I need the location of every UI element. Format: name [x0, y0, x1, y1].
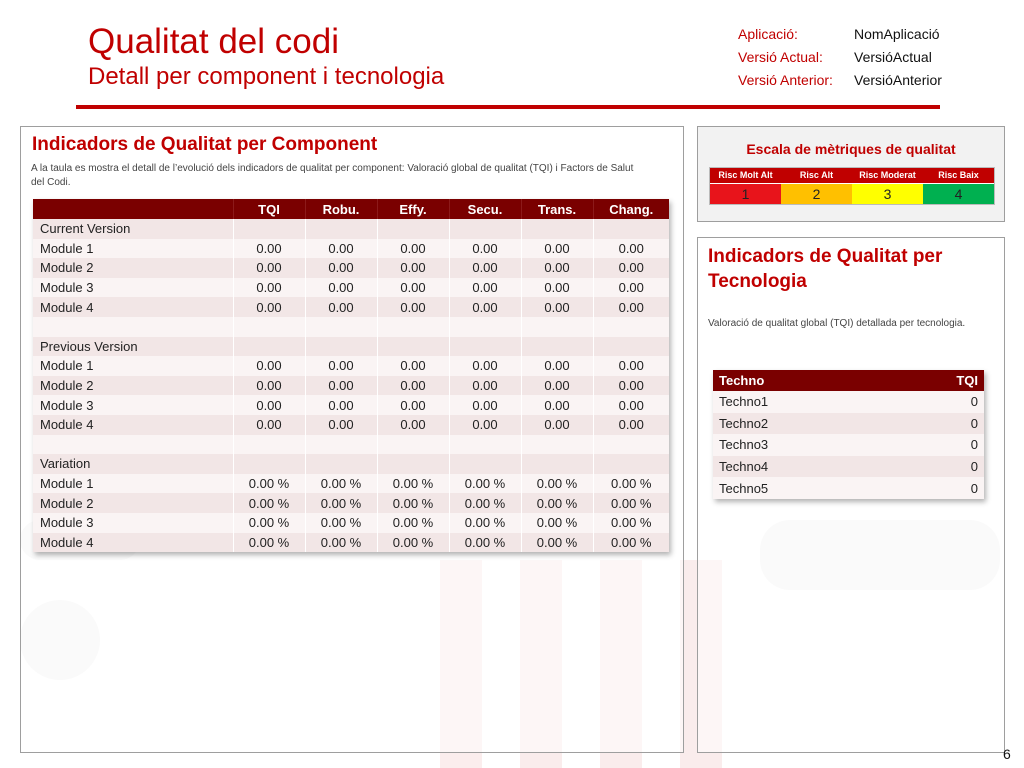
row-label: Module 2 [33, 493, 233, 513]
table-row [33, 356, 669, 376]
table-cell [593, 317, 669, 337]
table-row [33, 395, 669, 415]
technology-heading: Indicadors de Qualitat per Tecnologia [708, 246, 943, 292]
techno-tqi: 0 [888, 456, 984, 478]
table-cell: 0.00 [449, 376, 521, 396]
page-number: 6 [1003, 746, 1011, 762]
table-cell: 0.00 [305, 258, 377, 278]
table-cell: 0.00 % [233, 533, 305, 553]
scale-level [923, 168, 994, 204]
table-cell [305, 219, 377, 239]
table-cell: 0.00 [521, 278, 593, 298]
table-cell: 0.00 % [305, 513, 377, 533]
page-title: Qualitat del codi [88, 22, 339, 61]
table-cell: 0.00 % [449, 533, 521, 553]
row-label: Variation [33, 454, 233, 474]
table-cell: 0.00 % [233, 474, 305, 494]
technology-panel [697, 237, 1005, 753]
table-cell [377, 219, 449, 239]
components-table [33, 199, 669, 552]
meta-label: Versió Actual: [738, 49, 823, 65]
app-meta-block [738, 23, 942, 92]
table-cell [449, 337, 521, 357]
table-row [713, 434, 984, 456]
table-row [33, 219, 669, 239]
table-row [33, 415, 669, 435]
scale-level [852, 168, 923, 204]
table-cell: 0.00 [593, 258, 669, 278]
table-row [33, 513, 669, 533]
row-label: Module 1 [33, 239, 233, 259]
table-cell: 0.00 [449, 278, 521, 298]
column-header-techno: Techno [713, 370, 888, 391]
scale-level [781, 168, 852, 204]
row-label: Module 3 [33, 395, 233, 415]
table-cell [233, 454, 305, 474]
table-cell [233, 219, 305, 239]
scale-level [710, 168, 781, 204]
components-table-body [33, 219, 669, 552]
table-cell: 0.00 [593, 415, 669, 435]
table-cell: 0.00 % [593, 493, 669, 513]
table-cell: 0.00 [377, 415, 449, 435]
table-cell [449, 454, 521, 474]
table-cell [521, 317, 593, 337]
table-cell: 0.00 % [305, 493, 377, 513]
row-label: Module 3 [33, 278, 233, 298]
technology-table-body [713, 391, 984, 499]
column-header-tqi: TQI [888, 370, 984, 391]
table-cell: 0.00 [593, 356, 669, 376]
table-cell [377, 337, 449, 357]
table-cell: 0.00 [593, 297, 669, 317]
techno-name: Techno1 [713, 391, 888, 413]
scale-panel [697, 126, 1005, 222]
table-cell: 0.00 [305, 297, 377, 317]
row-label: Module 1 [33, 356, 233, 376]
table-cell: 0.00 [377, 278, 449, 298]
table-cell: 0.00 [377, 297, 449, 317]
table-cell [305, 454, 377, 474]
table-cell: 0.00 % [521, 493, 593, 513]
table-cell: 0.00 [593, 278, 669, 298]
scale-level-label: Risc Moderat [852, 168, 923, 183]
column-header: Trans. [521, 199, 593, 219]
row-label: Module 3 [33, 513, 233, 533]
scale-level-label: Risc Molt Alt [710, 168, 781, 183]
column-header: Chang. [593, 199, 669, 219]
row-label: Module 4 [33, 297, 233, 317]
table-cell: 0.00 % [377, 513, 449, 533]
scale-heading: Escala de mètriques de qualitat [746, 141, 956, 157]
column-header: Effy. [377, 199, 449, 219]
table-row [33, 337, 669, 357]
table-cell [449, 317, 521, 337]
table-cell: 0.00 [305, 415, 377, 435]
table-cell: 0.00 % [377, 474, 449, 494]
scale-level-label: Risc Alt [781, 168, 852, 183]
table-row [713, 413, 984, 435]
table-cell: 0.00 % [449, 493, 521, 513]
table-cell: 0.00 % [593, 474, 669, 494]
table-cell: 0.00 [305, 395, 377, 415]
row-label: Module 2 [33, 376, 233, 396]
row-label [33, 317, 233, 337]
table-cell: 0.00 [377, 258, 449, 278]
techno-name: Techno3 [713, 434, 888, 456]
table-row [713, 456, 984, 478]
table-cell: 0.00 [233, 258, 305, 278]
techno-tqi: 0 [888, 477, 984, 499]
table-row [33, 454, 669, 474]
table-cell: 0.00 [233, 376, 305, 396]
techno-tqi: 0 [888, 434, 984, 456]
scale-level-value: 1 [710, 183, 781, 204]
table-cell: 0.00 % [305, 474, 377, 494]
table-cell: 0.00 [449, 356, 521, 376]
table-cell: 0.00 % [593, 533, 669, 553]
column-header: TQI [233, 199, 305, 219]
page-subtitle: Detall per component i tecnologia [88, 63, 445, 90]
row-label [33, 435, 233, 455]
table-row [713, 477, 984, 499]
table-row [33, 376, 669, 396]
table-row [33, 239, 669, 259]
table-cell: 0.00 [233, 239, 305, 259]
components-heading: Indicadors de Qualitat per Component [32, 134, 378, 155]
table-cell: 0.00 % [305, 533, 377, 553]
table-cell: 0.00 [305, 356, 377, 376]
table-row [33, 493, 669, 513]
table-row [33, 435, 669, 455]
table-cell [593, 337, 669, 357]
meta-value: NomAplicació [854, 26, 940, 42]
technology-table [713, 370, 984, 499]
table-cell: 0.00 [449, 258, 521, 278]
table-cell: 0.00 % [233, 513, 305, 533]
scale-level-value: 3 [852, 183, 923, 204]
table-cell: 0.00 % [521, 513, 593, 533]
table-cell [521, 435, 593, 455]
table-cell: 0.00 % [449, 474, 521, 494]
table-row [33, 258, 669, 278]
scale-legend [709, 167, 995, 205]
table-cell [233, 337, 305, 357]
table-cell [305, 337, 377, 357]
table-cell [233, 435, 305, 455]
table-cell [377, 317, 449, 337]
table-cell: 0.00 [233, 395, 305, 415]
title-divider [76, 105, 940, 109]
table-cell: 0.00 % [593, 513, 669, 533]
table-cell [377, 435, 449, 455]
table-cell [521, 337, 593, 357]
meta-label: Versió Anterior: [738, 72, 833, 88]
table-cell: 0.00 [521, 356, 593, 376]
meta-label: Aplicació: [738, 26, 798, 42]
components-description: A la taula es mostra el detall de l’evolució dels indicadors de qualitat per component: Valoració global de qualitat (TQI) i Factors de Salut del Codi. [31, 163, 634, 188]
table-row [33, 317, 669, 337]
table-cell: 0.00 [521, 297, 593, 317]
components-table-header [33, 199, 669, 219]
table-cell: 0.00 [449, 395, 521, 415]
table-cell: 0.00 [377, 376, 449, 396]
table-cell: 0.00 [521, 239, 593, 259]
table-cell: 0.00 [449, 239, 521, 259]
table-row [33, 533, 669, 553]
table-cell: 0.00 [593, 376, 669, 396]
scale-level-label: Risc Baix [923, 168, 994, 183]
meta-row-current-version [738, 46, 942, 69]
table-cell: 0.00 % [233, 493, 305, 513]
table-cell: 0.00 [593, 239, 669, 259]
row-label: Current Version [33, 219, 233, 239]
table-cell [593, 454, 669, 474]
table-cell [593, 435, 669, 455]
table-cell: 0.00 [521, 258, 593, 278]
table-cell: 0.00 % [521, 474, 593, 494]
table-row [33, 278, 669, 298]
table-cell: 0.00 [521, 415, 593, 435]
row-label: Previous Version [33, 337, 233, 357]
table-cell: 0.00 [305, 239, 377, 259]
column-header: Secu. [449, 199, 521, 219]
components-panel [20, 126, 684, 753]
table-cell: 0.00 [377, 395, 449, 415]
table-cell: 0.00 % [449, 513, 521, 533]
table-cell: 0.00 % [521, 533, 593, 553]
row-label: Module 4 [33, 533, 233, 553]
table-cell: 0.00 [305, 278, 377, 298]
row-label: Module 4 [33, 415, 233, 435]
meta-row-application [738, 23, 942, 46]
table-cell: 0.00 [305, 376, 377, 396]
table-cell: 0.00 [449, 415, 521, 435]
row-label: Module 1 [33, 474, 233, 494]
table-cell [233, 317, 305, 337]
table-cell [305, 435, 377, 455]
technology-table-header [713, 370, 984, 391]
table-cell: 0.00 [449, 297, 521, 317]
techno-name: Techno5 [713, 477, 888, 499]
table-cell [305, 317, 377, 337]
table-cell [377, 454, 449, 474]
techno-tqi: 0 [888, 413, 984, 435]
row-label: Module 2 [33, 258, 233, 278]
table-cell: 0.00 [233, 297, 305, 317]
table-cell [593, 219, 669, 239]
table-cell [521, 454, 593, 474]
table-cell [521, 219, 593, 239]
table-cell: 0.00 [233, 415, 305, 435]
table-cell [449, 219, 521, 239]
meta-row-previous-version [738, 69, 942, 92]
meta-value: VersióActual [854, 49, 932, 65]
technology-description: Valoració de qualitat global (TQI) detallada per tecnologia. [708, 318, 966, 329]
table-row [33, 474, 669, 494]
table-cell: 0.00 [521, 395, 593, 415]
techno-tqi: 0 [888, 391, 984, 413]
scale-level-value: 4 [923, 183, 994, 204]
table-cell: 0.00 [233, 356, 305, 376]
table-row [33, 297, 669, 317]
column-header: Robu. [305, 199, 377, 219]
table-cell: 0.00 [377, 239, 449, 259]
table-cell: 0.00 [377, 356, 449, 376]
table-cell: 0.00 [521, 376, 593, 396]
table-cell: 0.00 [233, 278, 305, 298]
meta-value: VersióAnterior [854, 72, 942, 88]
scale-level-value: 2 [781, 183, 852, 204]
table-cell [449, 435, 521, 455]
column-header [33, 199, 233, 219]
table-cell: 0.00 [593, 395, 669, 415]
table-row [713, 391, 984, 413]
table-cell: 0.00 % [377, 533, 449, 553]
techno-name: Techno4 [713, 456, 888, 478]
table-cell: 0.00 % [377, 493, 449, 513]
techno-name: Techno2 [713, 413, 888, 435]
